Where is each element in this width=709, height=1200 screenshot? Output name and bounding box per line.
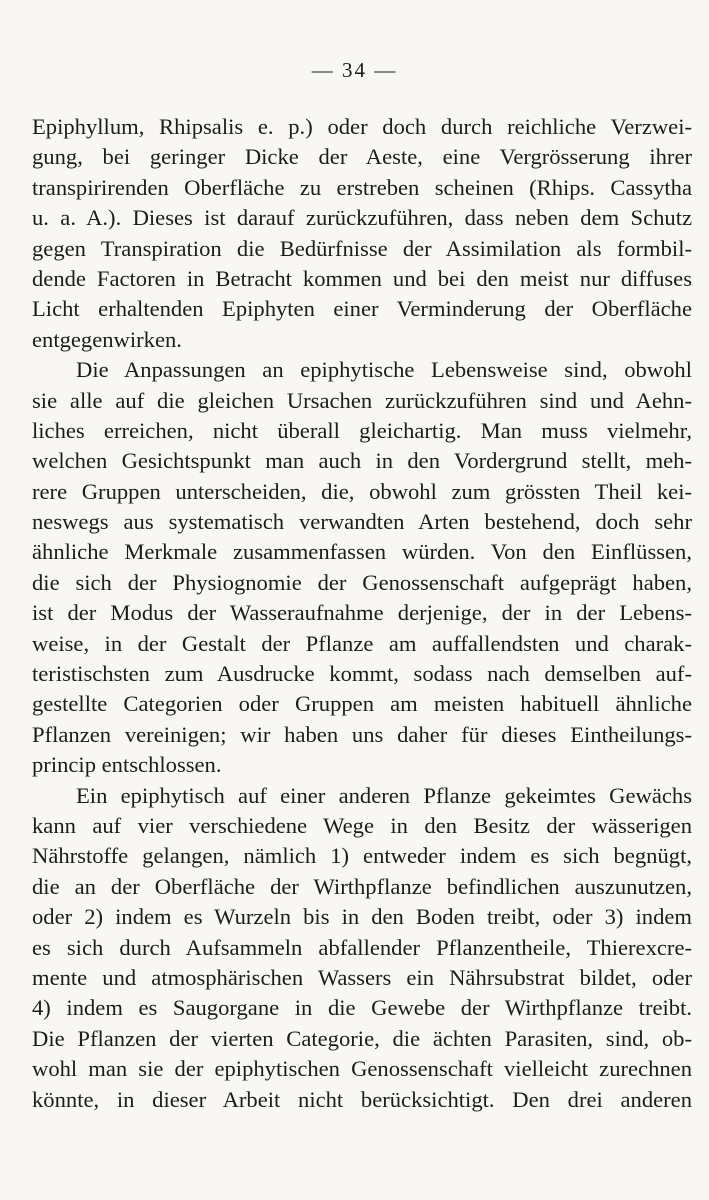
paragraph [32, 112, 692, 355]
text-line: mente und atmosphärischen Wassers ein Nährsubstrat bildet, oder [32, 964, 692, 990]
text-line: ähnliche Merkmale zusammenfassen würden. Von den Einflüssen, [32, 539, 692, 565]
text-line: Pflanzen vereinigen; wir haben uns daher für dieses Eintheilungs- [32, 721, 692, 747]
text-line: transpirirenden Oberfläche zu erstreben scheinen (Rhips. Cassytha [32, 174, 692, 200]
text-line: Die Pflanzen der vierten Categorie, die ächten Parasiten, sind, ob- [32, 1025, 692, 1051]
text-line: neswegs aus systematisch verwandten Arten bestehend, doch sehr [32, 509, 692, 535]
page-number: — 34 — [311, 58, 398, 82]
text-line: es sich durch Aufsammeln abfallender Pflanzentheile, Thierexcre- [32, 934, 692, 960]
text-line: oder 2) indem es Wurzeln bis in den Boden treibt, oder 3) indem [32, 904, 692, 930]
text-line: weise, in der Gestalt der Pflanze am auffallendsten und charak- [32, 630, 692, 656]
text-line: Licht erhaltenden Epiphyten einer Verminderung der Oberfläche [32, 296, 692, 322]
text-line: kann auf vier verschiedene Wege in den Besitz der wässerigen [32, 812, 692, 838]
text-line: Ein epiphytisch auf einer anderen Pflanze gekeimtes Gewächs [76, 782, 692, 808]
text-line: die an der Oberfläche der Wirthpflanze befindlichen auszunutzen, [32, 873, 692, 899]
paragraph [32, 355, 692, 780]
text-line: 4) indem es Saugorgane in die Gewebe der Wirthpflanze treibt. [32, 995, 692, 1021]
body-text [32, 112, 692, 1115]
text-line: wohl man sie der epiphytischen Genossenschaft vielleicht zurechnen [32, 1056, 692, 1082]
text-line: sie alle auf die gleichen Ursachen zurückzuführen sind und Aehn- [32, 387, 692, 413]
text-line: dende Factoren in Betracht kommen und bei den meist nur diffuses [32, 265, 692, 291]
text-line: teristischsten zum Ausdrucke kommt, sodass nach demselben auf- [32, 661, 692, 687]
text-line: welchen Gesichtspunkt man auch in den Vordergrund stellt, meh- [32, 448, 692, 474]
text-line: gegen Transpiration die Bedürfnisse der Assimilation als formbil- [32, 235, 692, 261]
text-line: könnte, in dieser Arbeit nicht berücksichtigt. Den drei anderen [32, 1086, 692, 1112]
text-line: rere Gruppen unterscheiden, die, obwohl zum grössten Theil kei- [32, 478, 692, 504]
text-line: entgegenwirken. [32, 326, 182, 352]
text-line: liches erreichen, nicht überall gleichartig. Man muss vielmehr, [32, 417, 692, 443]
text-line: Nährstoffe gelangen, nämlich 1) entweder indem es sich begnügt, [32, 843, 692, 869]
text-line: die sich der Physiognomie der Genossenschaft aufgeprägt haben, [32, 569, 692, 595]
text-line: Epiphyllum, Rhipsalis e. p.) oder doch durch reichliche Verzwei- [32, 114, 692, 139]
text-line: princip entschlossen. [32, 752, 222, 778]
text-line: gung, bei geringer Dicke der Aeste, eine Vergrösserung ihrer [32, 144, 692, 170]
text-line: Die Anpassungen an epiphytische Lebensweise sind, obwohl [76, 357, 692, 383]
text-line: u. a. A.). Dieses ist darauf zurückzuführen, dass neben dem Schutz [32, 205, 692, 231]
paragraph [32, 781, 692, 1115]
text-line: ist der Modus der Wasseraufnahme derjenige, der in der Lebens- [32, 600, 692, 626]
text-line: gestellte Categorien oder Gruppen am meisten habituell ähnliche [32, 691, 692, 717]
